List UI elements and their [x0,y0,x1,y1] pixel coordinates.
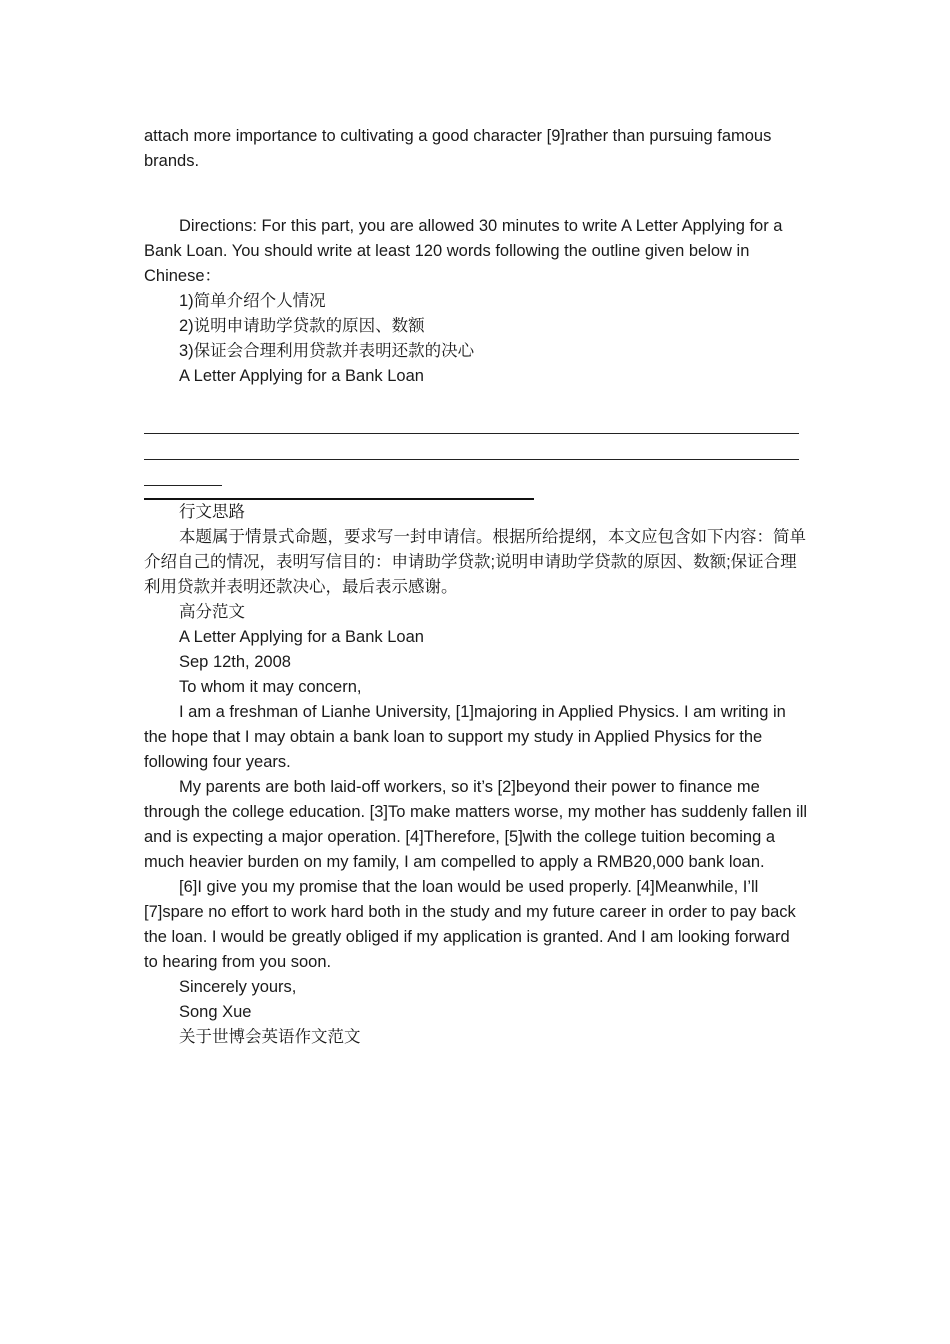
document-content [144,124,808,1050]
answer-line-1 [144,419,799,434]
letter-closing: Sincerely yours, [179,978,297,996]
answer-line-3 [144,460,222,486]
answer-line-4 [144,486,534,500]
answer-line-2 [144,434,799,460]
letter-date: Sep 12th, 2008 [179,653,291,671]
letter-signature: Song Xue [179,1003,252,1021]
letter-body-paragraph-3: [6]I give you my promise that the loan would be used properly. [4]Meanwhile, I’ll [7]spare no effort to work hard both in the study and my future career in order to pay back the loan. I would be greatly obliged if my application is granted. And I am looking forward to hearing from you soon. [144,878,796,971]
directions-paragraph: Directions: For this part, you are allowed 30 minutes to write A Letter Applying for a Bank Loan. You should write at least 120 words following the outline given below in Chinese： [144,217,783,285]
idea-text: 本题属于情景式命题，要求写一封申请信。根据所给提纲，本文应包含如下内容：简单介绍自己的情况，表明写信目的：申请助学贷款;说明申请助学贷款的原因、数额;保证合理利用贷款并表明还款决心，最后表示感谢。 [144,528,806,596]
idea-heading: 行文思路 [179,503,245,521]
previous-paragraph-end: attach more importance to cultivating a good character [9]rather than pursuing famous brands. [144,127,772,170]
letter-salutation: To whom it may concern, [179,678,362,696]
outline-item-2: 2)说明申请助学贷款的原因、数额 [179,317,425,335]
sample-heading: 高分范文 [179,603,245,621]
letter-body-paragraph-2: My parents are both laid-off workers, so it’s [2]beyond their power to finance me through the college education. [3]To make matters worse, my mother has suddenly fallen ill and is expecting a major operation. [4]Therefore, [5]with the college tuition becoming a much heavier burden on my family, I am compelled to apply a RMB20,000 bank loan. [144,778,808,871]
outline-item-1: 1)简单介绍个人情况 [179,292,326,310]
letter-title: A Letter Applying for a Bank Loan [179,628,424,646]
next-section-heading: 关于世博会英语作文范文 [179,1028,361,1046]
outline-item-3: 3)保证会合理利用贷款并表明还款的决心 [179,342,475,360]
task-title: A Letter Applying for a Bank Loan [179,367,424,385]
letter-body-paragraph-1: I am a freshman of Lianhe University, [1]majoring in Applied Physics. I am writing in the hope that I may obtain a bank loan to support my study in Applied Physics for the following four years. [144,703,786,771]
